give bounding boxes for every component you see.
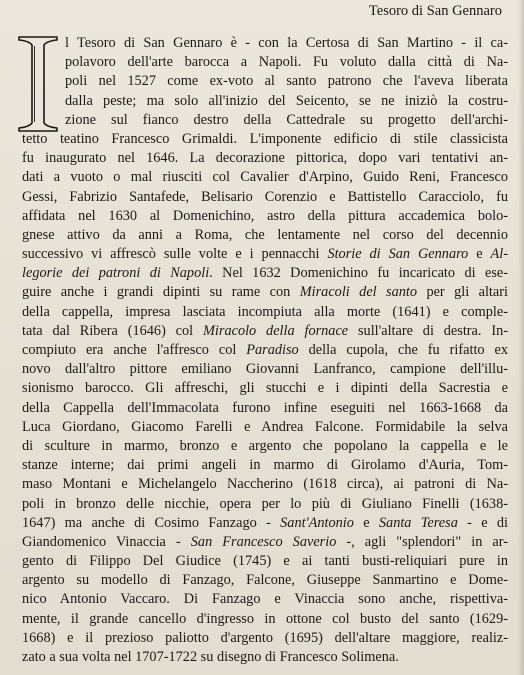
text-line: affidata nel 1630 al Domenichino, astro della pittura accademica bolo- xyxy=(22,207,508,224)
text-line: della Cappella dell'Immacolata furono infine eseguiti nel 1663-1668 da xyxy=(22,399,508,416)
text-line: successivo vi affrescò sulle volte e i pennacchi Storie di San Gennaro e Al- xyxy=(22,246,508,263)
article-body xyxy=(22,34,508,667)
text-line: novo dall'altro pittore emiliano Giovanni Lanfranco, campione dell'illu- xyxy=(22,361,508,378)
text-line: dati a vuoto o mal riusciti col Cavalier d'Arpino, Guido Reni, Francesco xyxy=(22,169,508,186)
text-line: nico Antonio Vaccaro. Di Fanzago e Vinaccia sono anche, rispettiva- xyxy=(22,591,508,608)
text-line: gento di Filippo Del Giudice (1745) e ai tanti busti-reliquiari pure in xyxy=(22,553,508,570)
text-line: mente, il grande cancello d'ingresso in ottone col busto del santo (1629- xyxy=(22,610,508,627)
text-line-last: zato a sua volta nel 1707-1722 su disegno di Francesco Solimena. xyxy=(22,649,399,665)
text-line: polavoro dell'arte barocca a Napoli. Fu voluto dalla città di Na- xyxy=(65,54,508,71)
text-line: 1647) ma anche di Cosimo Fanzago - Sant'Antonio e Santa Teresa - e di xyxy=(22,514,508,531)
text-line: maso Montani e Michelangelo Naccherino (1618 circa), ai patroni di Na- xyxy=(22,476,508,493)
text-line: di sculture in marmo, bronzo e argento che popolano la cappella e le xyxy=(22,437,508,454)
text-line: zione sul fianco destro della Cattedrale su progetto dell'archi- xyxy=(65,111,508,128)
edge-shadow xyxy=(518,0,524,675)
text-line: legorie dei patroni di Napoli. Nel 1632 Domenichino fu incaricato di ese- xyxy=(22,265,508,282)
text-line: 1668) e il prezioso paliotto d'argento (1695) dell'altare maggiore, realiz- xyxy=(22,629,508,646)
text-line: tetto teatino Francesco Grimaldi. L'imponente edificio di stile classicista xyxy=(22,130,508,147)
text-line: della cappella, impresa lasciata incompiuta alla morte (1641) e comple- xyxy=(22,303,508,320)
text-line: Luca Giordano, Giacomo Farelli e Andrea Falcone. Formidabile la selva xyxy=(22,418,508,435)
text-line: dalla peste; ma solo all'inizio del Seicento, se ne iniziò la costru- xyxy=(65,92,508,109)
text-line: poli nel 1527 come ex-voto al santo patrono che l'aveva liberata xyxy=(65,73,508,90)
text-line: fu inaugurato nel 1646. La decorazione pittorica, dopo vari tentativi an- xyxy=(22,150,508,167)
page-header-title: Tesoro di San Gennaro xyxy=(368,3,502,19)
text-line: sionismo barocco. Gli affreschi, gli stucchi e i dipinti della Sacrestia e xyxy=(22,380,508,397)
text-line: Gessi, Fabrizio Santafede, Belisario Corenzio e Battistello Caracciolo, fu xyxy=(22,188,508,205)
text-line: argento su modello di Fanzago, Falcone, Giuseppe Sanmartino e Dome- xyxy=(22,572,508,589)
text-line: compiuto era anche l'affresco col Paradiso della cupola, che fu rifatto ex xyxy=(22,342,508,358)
text-line: stanze interne; dai primi angeli in marmo di Girolamo d'Auria, Tom- xyxy=(22,457,508,474)
text-line: l Tesoro di San Gennaro è - con la Certosa di San Martino - il ca- xyxy=(65,35,508,51)
text-line: gnese attivo da anni a Roma, che lentamente nel corso del decennio xyxy=(22,226,508,243)
text-line: guire anche i grandi dipinti su rame con Miracoli del santo per gli altari xyxy=(22,284,508,301)
text-line: poli in bronzo delle nicchie, opera per lo più di Giuliano Finelli (1638- xyxy=(22,495,508,512)
text-line: Giandomenico Vinaccia - San Francesco Saverio -, agli "splendori" in ar- xyxy=(22,533,508,550)
text-line: tata dal Ribera (1646) col Miracolo della fornace sull'altare di destra. In- xyxy=(22,322,508,339)
